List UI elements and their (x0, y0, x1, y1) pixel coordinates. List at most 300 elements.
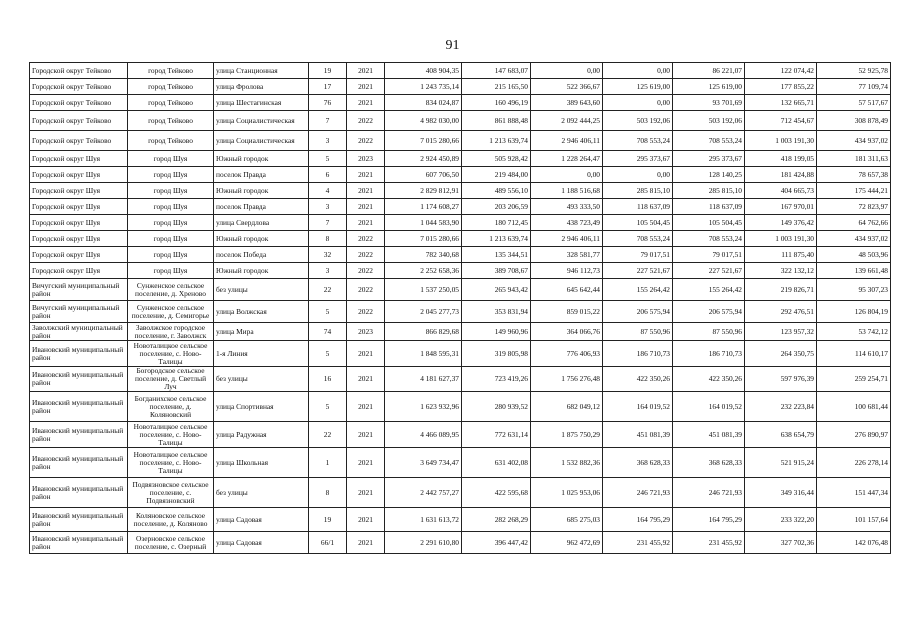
settlement-cell: Подвязновское сельское поселение, с. Подвязновский (128, 478, 214, 508)
cost-cell: 772 631,14 (462, 422, 531, 448)
cost-cell: 1 003 191,30 (745, 131, 817, 151)
cost-cell: 946 112,73 (531, 263, 603, 279)
cost-cell: 280 939,52 (462, 392, 531, 422)
house-number-cell: 1 (309, 448, 347, 478)
cost-cell: 219 484,00 (462, 167, 531, 183)
total-cost-cell: 7 015 280,66 (385, 231, 462, 247)
cost-cell: 1 213 639,74 (462, 131, 531, 151)
cost-cell: 181 311,63 (817, 151, 891, 167)
settlement-cell: Сунженское сельское поселение, д. Хреново (128, 279, 214, 301)
total-cost-cell: 1 537 250,05 (385, 279, 462, 301)
house-number-cell: 5 (309, 301, 347, 323)
total-cost-cell: 408 904,35 (385, 63, 462, 79)
house-number-cell: 5 (309, 392, 347, 422)
cost-cell: 128 140,25 (673, 167, 745, 183)
settlement-cell: Озерновское сельское поселение, с. Озерный (128, 532, 214, 554)
cost-cell: 160 496,19 (462, 95, 531, 111)
cost-cell: 1 003 191,30 (745, 231, 817, 247)
cost-cell: 52 925,78 (817, 63, 891, 79)
cost-cell: 451 081,39 (673, 422, 745, 448)
table-row (30, 215, 891, 231)
cost-cell: 126 804,19 (817, 301, 891, 323)
cost-cell: 438 723,49 (531, 215, 603, 231)
cost-cell: 505 928,42 (462, 151, 531, 167)
table-row (30, 279, 891, 301)
settlement-cell: город Шуя (128, 167, 214, 183)
house-number-cell: 17 (309, 79, 347, 95)
cost-cell: 708 553,24 (603, 131, 673, 151)
cost-cell: 708 553,24 (673, 231, 745, 247)
street-cell: улица Садовая (214, 532, 309, 554)
data-table (29, 62, 891, 554)
total-cost-cell: 2 291 610,80 (385, 532, 462, 554)
cost-cell: 125 619,00 (673, 79, 745, 95)
settlement-cell: Заволжское городское поселение, г. Заволжск (128, 323, 214, 341)
cost-cell: 232 223,84 (745, 392, 817, 422)
municipality-cell: Городской округ Тейково (30, 63, 128, 79)
cost-cell: 962 472,69 (531, 532, 603, 554)
cost-cell: 285 815,10 (603, 183, 673, 199)
settlement-cell: город Шуя (128, 183, 214, 199)
table-row (30, 341, 891, 367)
cost-cell: 708 553,24 (673, 131, 745, 151)
cost-cell: 233 322,20 (745, 508, 817, 532)
house-number-cell: 16 (309, 367, 347, 392)
year-cell: 2022 (347, 111, 385, 131)
street-cell: поселок Победа (214, 247, 309, 263)
cost-cell: 723 419,26 (462, 367, 531, 392)
cost-cell: 87 550,96 (603, 323, 673, 341)
table-row (30, 183, 891, 199)
total-cost-cell: 3 649 734,47 (385, 448, 462, 478)
cost-cell: 206 575,94 (673, 301, 745, 323)
cost-cell: 79 017,51 (673, 247, 745, 263)
house-number-cell: 22 (309, 422, 347, 448)
total-cost-cell: 2 252 658,36 (385, 263, 462, 279)
cost-cell: 522 366,67 (531, 79, 603, 95)
table-row (30, 367, 891, 392)
settlement-cell: город Шуя (128, 263, 214, 279)
total-cost-cell: 607 706,50 (385, 167, 462, 183)
cost-cell: 155 264,42 (603, 279, 673, 301)
cost-cell: 308 878,49 (817, 111, 891, 131)
cost-cell: 422 595,68 (462, 478, 531, 508)
cost-cell: 418 199,05 (745, 151, 817, 167)
table-row (30, 111, 891, 131)
table-row (30, 151, 891, 167)
cost-cell: 708 553,24 (603, 231, 673, 247)
cost-cell: 181 424,88 (745, 167, 817, 183)
settlement-cell: Богородское сельское поселение, д. Светлый Луч (128, 367, 214, 392)
cost-cell: 135 344,51 (462, 247, 531, 263)
cost-cell: 164 019,52 (673, 392, 745, 422)
street-cell: улица Социалистическая (214, 131, 309, 151)
cost-cell: 226 278,14 (817, 448, 891, 478)
cost-cell: 451 081,39 (603, 422, 673, 448)
table-row (30, 167, 891, 183)
cost-cell: 0,00 (603, 63, 673, 79)
cost-cell: 175 444,21 (817, 183, 891, 199)
cost-cell: 645 642,44 (531, 279, 603, 301)
house-number-cell: 76 (309, 95, 347, 111)
table-row (30, 508, 891, 532)
cost-cell: 1 228 264,47 (531, 151, 603, 167)
settlement-cell: город Тейково (128, 95, 214, 111)
cost-cell: 95 307,23 (817, 279, 891, 301)
table-row (30, 422, 891, 448)
cost-cell: 422 350,26 (673, 367, 745, 392)
cost-cell: 422 350,26 (603, 367, 673, 392)
cost-cell: 712 454,67 (745, 111, 817, 131)
municipality-cell: Городской округ Тейково (30, 131, 128, 151)
house-number-cell: 19 (309, 508, 347, 532)
cost-cell: 353 831,94 (462, 301, 531, 323)
cost-cell: 685 275,03 (531, 508, 603, 532)
cost-cell: 1 532 882,36 (531, 448, 603, 478)
cost-cell: 114 610,17 (817, 341, 891, 367)
settlement-cell: Богданихское сельское поселение, д. Коляновский (128, 392, 214, 422)
table-row (30, 392, 891, 422)
year-cell: 2022 (347, 301, 385, 323)
street-cell: поселок Правда (214, 199, 309, 215)
house-number-cell: 8 (309, 478, 347, 508)
table-row (30, 532, 891, 554)
municipality-cell: Вичугский муниципальный район (30, 301, 128, 323)
municipality-cell: Ивановский муниципальный район (30, 532, 128, 554)
total-cost-cell: 1 623 932,96 (385, 392, 462, 422)
year-cell: 2022 (347, 131, 385, 151)
page-number: 91 (445, 38, 460, 53)
cost-cell: 396 447,42 (462, 532, 531, 554)
table-row (30, 448, 891, 478)
settlement-cell: город Шуя (128, 231, 214, 247)
house-number-cell: 4 (309, 183, 347, 199)
cost-cell: 319 805,98 (462, 341, 531, 367)
cost-cell: 295 373,67 (603, 151, 673, 167)
cost-cell: 349 316,44 (745, 478, 817, 508)
cost-cell: 87 550,96 (673, 323, 745, 341)
cost-cell: 264 350,75 (745, 341, 817, 367)
table-row (30, 95, 891, 111)
total-cost-cell: 1 243 735,14 (385, 79, 462, 95)
cost-cell: 203 206,59 (462, 199, 531, 215)
year-cell: 2022 (347, 263, 385, 279)
cost-cell: 682 049,12 (531, 392, 603, 422)
municipality-cell: Городской округ Шуя (30, 263, 128, 279)
cost-cell: 0,00 (603, 95, 673, 111)
cost-cell: 53 742,12 (817, 323, 891, 341)
cost-cell: 72 823,97 (817, 199, 891, 215)
municipality-cell: Ивановский муниципальный район (30, 478, 128, 508)
cost-cell: 93 701,69 (673, 95, 745, 111)
street-cell: поселок Правда (214, 167, 309, 183)
total-cost-cell: 4 466 089,95 (385, 422, 462, 448)
cost-cell: 776 406,93 (531, 341, 603, 367)
cost-cell: 227 521,67 (603, 263, 673, 279)
street-cell: улица Садовая (214, 508, 309, 532)
table-row (30, 199, 891, 215)
municipality-cell: Городской округ Шуя (30, 167, 128, 183)
cost-cell: 1 756 276,48 (531, 367, 603, 392)
cost-cell: 246 721,93 (603, 478, 673, 508)
cost-cell: 404 665,73 (745, 183, 817, 199)
house-number-cell: 22 (309, 279, 347, 301)
year-cell: 2021 (347, 183, 385, 199)
settlement-cell: город Тейково (128, 79, 214, 95)
cost-cell: 57 517,67 (817, 95, 891, 111)
house-number-cell: 3 (309, 263, 347, 279)
cost-cell: 231 455,92 (673, 532, 745, 554)
total-cost-cell: 1 174 608,27 (385, 199, 462, 215)
cost-cell: 100 681,44 (817, 392, 891, 422)
cost-cell: 78 657,38 (817, 167, 891, 183)
table-row (30, 231, 891, 247)
settlement-cell: Новоталицкое сельское поселение, с. Ново-Талицы (128, 448, 214, 478)
cost-cell: 638 654,79 (745, 422, 817, 448)
cost-cell: 164 019,52 (603, 392, 673, 422)
total-cost-cell: 866 829,68 (385, 323, 462, 341)
cost-cell: 597 976,39 (745, 367, 817, 392)
cost-cell: 122 074,42 (745, 63, 817, 79)
cost-cell: 861 888,48 (462, 111, 531, 131)
cost-cell: 2 946 406,11 (531, 231, 603, 247)
cost-cell: 125 619,00 (603, 79, 673, 95)
settlement-cell: город Шуя (128, 151, 214, 167)
municipality-cell: Ивановский муниципальный район (30, 422, 128, 448)
cost-cell: 118 637,09 (673, 199, 745, 215)
street-cell: улица Свердлова (214, 215, 309, 231)
table-row (30, 247, 891, 263)
total-cost-cell: 2 829 812,91 (385, 183, 462, 199)
total-cost-cell: 2 924 450,89 (385, 151, 462, 167)
table-row (30, 131, 891, 151)
cost-cell: 167 970,01 (745, 199, 817, 215)
year-cell: 2023 (347, 151, 385, 167)
street-cell: улица Волжская (214, 301, 309, 323)
house-number-cell: 32 (309, 247, 347, 263)
cost-cell: 64 762,66 (817, 215, 891, 231)
house-number-cell: 7 (309, 215, 347, 231)
street-cell: улица Мира (214, 323, 309, 341)
total-cost-cell: 2 045 277,73 (385, 301, 462, 323)
street-cell: без улицы (214, 478, 309, 508)
house-number-cell: 3 (309, 199, 347, 215)
cost-cell: 132 665,71 (745, 95, 817, 111)
cost-cell: 322 132,12 (745, 263, 817, 279)
year-cell: 2022 (347, 247, 385, 263)
total-cost-cell: 2 442 757,27 (385, 478, 462, 508)
cost-cell: 285 815,10 (673, 183, 745, 199)
cost-cell: 1 188 516,68 (531, 183, 603, 199)
settlement-cell: город Тейково (128, 111, 214, 131)
street-cell: улица Станционная (214, 63, 309, 79)
municipality-cell: Городской округ Шуя (30, 231, 128, 247)
cost-cell: 111 875,40 (745, 247, 817, 263)
settlement-cell: город Тейково (128, 131, 214, 151)
year-cell: 2023 (347, 323, 385, 341)
cost-cell: 265 943,42 (462, 279, 531, 301)
municipality-cell: Вичугский муниципальный район (30, 279, 128, 301)
municipality-cell: Городской округ Шуя (30, 151, 128, 167)
cost-cell: 1 875 750,29 (531, 422, 603, 448)
year-cell: 2021 (347, 63, 385, 79)
house-number-cell: 7 (309, 111, 347, 131)
municipality-cell: Городской округ Тейково (30, 111, 128, 131)
table-row (30, 301, 891, 323)
total-cost-cell: 4 982 030,00 (385, 111, 462, 131)
settlement-cell: Новоталицкое сельское поселение, с. Ново-Талицы (128, 422, 214, 448)
settlement-cell: город Шуя (128, 215, 214, 231)
cost-cell: 164 795,29 (673, 508, 745, 532)
cost-cell: 79 017,51 (603, 247, 673, 263)
municipality-cell: Городской округ Шуя (30, 199, 128, 215)
street-cell: Южный городок (214, 183, 309, 199)
municipality-cell: Городской округ Шуя (30, 215, 128, 231)
house-number-cell: 5 (309, 151, 347, 167)
cost-cell: 227 521,67 (673, 263, 745, 279)
cost-cell: 105 504,45 (673, 215, 745, 231)
cost-cell: 1 213 639,74 (462, 231, 531, 247)
settlement-cell: Коляновское сельское поселение, д. Коляново (128, 508, 214, 532)
year-cell: 2022 (347, 279, 385, 301)
table-row (30, 478, 891, 508)
cost-cell: 142 076,48 (817, 532, 891, 554)
cost-cell: 282 268,29 (462, 508, 531, 532)
house-number-cell: 6 (309, 167, 347, 183)
table-row (30, 323, 891, 341)
municipality-cell: Городской округ Тейково (30, 95, 128, 111)
cost-cell: 489 556,10 (462, 183, 531, 199)
total-cost-cell: 834 024,87 (385, 95, 462, 111)
cost-cell: 434 937,02 (817, 231, 891, 247)
cost-cell: 186 710,73 (673, 341, 745, 367)
cost-cell: 368 628,33 (673, 448, 745, 478)
house-number-cell: 74 (309, 323, 347, 341)
year-cell: 2021 (347, 341, 385, 367)
cost-cell: 631 402,08 (462, 448, 531, 478)
house-number-cell: 8 (309, 231, 347, 247)
cost-cell: 364 066,76 (531, 323, 603, 341)
street-cell: улица Фролова (214, 79, 309, 95)
cost-cell: 215 165,50 (462, 79, 531, 95)
total-cost-cell: 4 181 627,37 (385, 367, 462, 392)
year-cell: 2021 (347, 167, 385, 183)
cost-cell: 246 721,93 (673, 478, 745, 508)
municipality-cell: Ивановский муниципальный район (30, 367, 128, 392)
house-number-cell: 19 (309, 63, 347, 79)
cost-cell: 389 708,67 (462, 263, 531, 279)
street-cell: улица Спортивная (214, 392, 309, 422)
total-cost-cell: 1 044 583,90 (385, 215, 462, 231)
cost-cell: 292 476,51 (745, 301, 817, 323)
cost-cell: 859 015,22 (531, 301, 603, 323)
municipality-cell: Городской округ Тейково (30, 79, 128, 95)
table-row (30, 63, 891, 79)
cost-cell: 0,00 (531, 63, 603, 79)
street-cell: без улицы (214, 279, 309, 301)
year-cell: 2021 (347, 392, 385, 422)
municipality-cell: Заволжский муниципальный район (30, 323, 128, 341)
cost-cell: 149 376,42 (745, 215, 817, 231)
settlement-cell: город Тейково (128, 63, 214, 79)
settlement-cell: город Шуя (128, 247, 214, 263)
cost-cell: 180 712,45 (462, 215, 531, 231)
street-cell: Южный городок (214, 231, 309, 247)
cost-cell: 327 702,36 (745, 532, 817, 554)
year-cell: 2021 (347, 422, 385, 448)
cost-cell: 77 109,74 (817, 79, 891, 95)
year-cell: 2021 (347, 199, 385, 215)
settlement-cell: Новоталицкое сельское поселение, с. Ново-Талицы (128, 341, 214, 367)
cost-cell: 434 937,02 (817, 131, 891, 151)
cost-cell: 48 503,96 (817, 247, 891, 263)
year-cell: 2021 (347, 215, 385, 231)
total-cost-cell: 7 015 280,66 (385, 131, 462, 151)
total-cost-cell: 782 340,68 (385, 247, 462, 263)
cost-cell: 276 890,97 (817, 422, 891, 448)
cost-cell: 295 373,67 (673, 151, 745, 167)
cost-cell: 86 221,07 (673, 63, 745, 79)
cost-cell: 1 025 953,06 (531, 478, 603, 508)
year-cell: 2021 (347, 478, 385, 508)
cost-cell: 147 683,07 (462, 63, 531, 79)
cost-cell: 155 264,42 (673, 279, 745, 301)
year-cell: 2022 (347, 231, 385, 247)
cost-cell: 101 157,64 (817, 508, 891, 532)
house-number-cell: 5 (309, 341, 347, 367)
cost-cell: 503 192,06 (673, 111, 745, 131)
year-cell: 2021 (347, 367, 385, 392)
year-cell: 2021 (347, 508, 385, 532)
year-cell: 2021 (347, 532, 385, 554)
street-cell: 1-я Линия (214, 341, 309, 367)
municipality-cell: Ивановский муниципальный район (30, 392, 128, 422)
cost-cell: 493 333,50 (531, 199, 603, 215)
municipality-cell: Ивановский муниципальный район (30, 508, 128, 532)
year-cell: 2021 (347, 448, 385, 478)
total-cost-cell: 1 631 613,72 (385, 508, 462, 532)
street-cell: без улицы (214, 367, 309, 392)
street-cell: улица Школьная (214, 448, 309, 478)
cost-cell: 503 192,06 (603, 111, 673, 131)
total-cost-cell: 1 848 595,31 (385, 341, 462, 367)
street-cell: Южный городок (214, 151, 309, 167)
cost-cell: 368 628,33 (603, 448, 673, 478)
cost-cell: 164 795,29 (603, 508, 673, 532)
table-row (30, 79, 891, 95)
cost-cell: 521 915,24 (745, 448, 817, 478)
cost-cell: 151 447,34 (817, 478, 891, 508)
house-number-cell: 3 (309, 131, 347, 151)
cost-cell: 177 855,22 (745, 79, 817, 95)
cost-cell: 149 960,96 (462, 323, 531, 341)
street-cell: улица Шестагинская (214, 95, 309, 111)
house-number-cell: 66/1 (309, 532, 347, 554)
cost-cell: 105 504,45 (603, 215, 673, 231)
settlement-cell: Сунженское сельское поселение, д. Семигорье (128, 301, 214, 323)
cost-cell: 2 092 444,25 (531, 111, 603, 131)
table-row (30, 263, 891, 279)
cost-cell: 259 254,71 (817, 367, 891, 392)
cost-cell: 0,00 (603, 167, 673, 183)
cost-cell: 118 637,09 (603, 199, 673, 215)
cost-cell: 2 946 406,11 (531, 131, 603, 151)
settlement-cell: город Шуя (128, 199, 214, 215)
cost-cell: 328 581,77 (531, 247, 603, 263)
street-cell: улица Радужная (214, 422, 309, 448)
cost-cell: 0,00 (531, 167, 603, 183)
municipality-cell: Городской округ Шуя (30, 247, 128, 263)
